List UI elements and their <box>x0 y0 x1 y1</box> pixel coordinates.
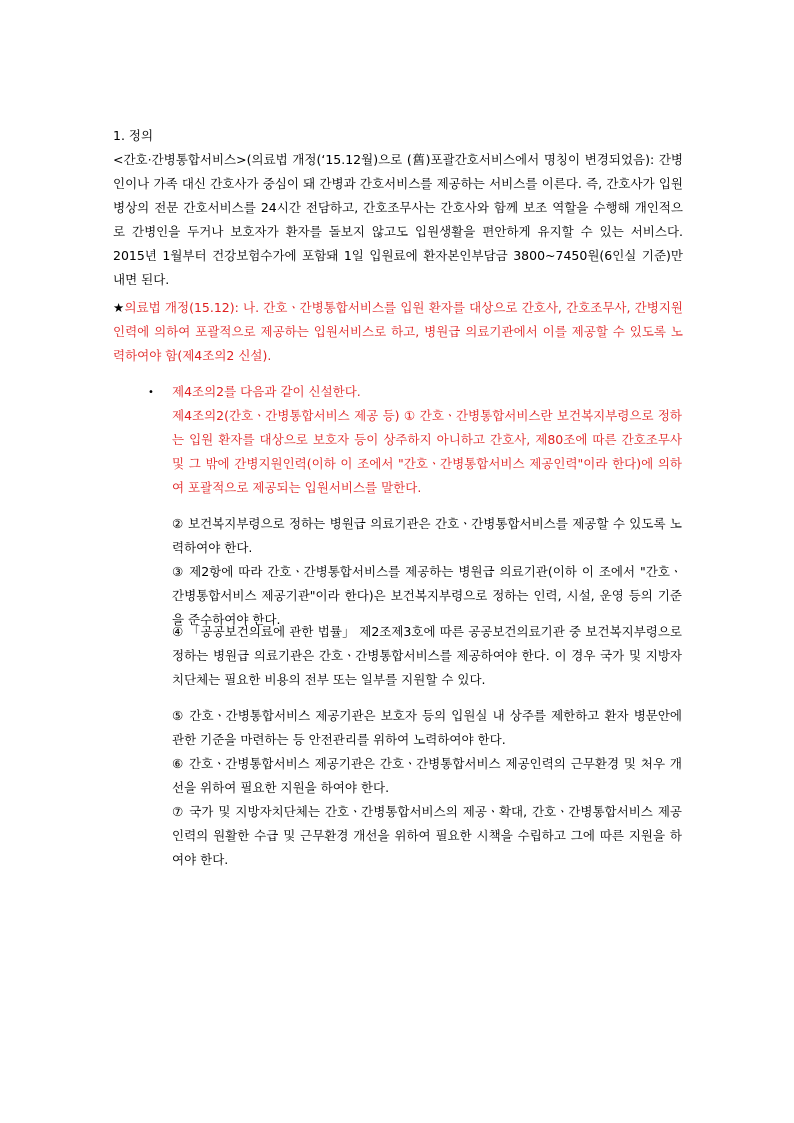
article-title: 제4조의2를 다음과 같이 신설한다. <box>172 384 361 399</box>
article-item: ⑦ 국가 및 지방자치단체는 간호ㆍ간병통합서비스의 제공ㆍ확대, 간호ㆍ간병통합서비스 제공인력의 원활한 수급 및 근무환경 개선을 위하여 필요한 시책을 수립하고 그에 따른 지원을 하여야 한다. <box>172 804 682 867</box>
article-item: ⑤ 간호ㆍ간병통합서비스 제공기관은 보호자 등의 입원실 내 상주를 제한하고 환자 병문안에 관한 기준을 마련하는 등 안전관리를 위하여 노력하여야 한다. <box>172 708 682 747</box>
article-item: ⑥ 간호ㆍ간병통합서비스 제공기관은 간호ㆍ간병통합서비스 제공인력의 근무환경 및 처우 개선을 위하여 필요한 지원을 하여야 한다. <box>172 756 682 795</box>
amendment-paragraph <box>113 296 683 368</box>
amendment-text: 의료법 개정(15.12): 나. 간호ㆍ간병통합서비스를 입원 환자를 대상으로 간호사, 간호조무사, 간병지원인력에 의하여 포괄적으로 제공하는 입원서비스로 하고, 병원급 의료기관에서 이를 제공할 수 있도록 노력하여야 함(제4조의2 신설). <box>113 300 683 363</box>
article-body: 제4조의2(간호ㆍ간병통합서비스 제공 등) ① 간호ㆍ간병통합서비스란 보건복지부령으로 정하는 입원 환자를 대상으로 보호자 등이 상주하지 아니하고 간호사, 제80조에 따른 간호조무사 및 그 밖에 간병지원인력(이하 이 조에서 "간호ㆍ간병통합서비스 제공인력"이라 한다)에 의하여 포괄적으로 제공되는 입원서비스를 말한다. <box>172 408 682 495</box>
article-item: ③ 제2항에 따라 간호ㆍ간병통합서비스를 제공하는 병원급 의료기관(이하 이 조에서 "간호ㆍ간병통합서비스 제공기관"이라 한다)은 보건복지부령으로 정하는 인력, 시설, 운영 등의 기준을 준수하여야 한다. <box>172 564 682 627</box>
star-icon: ★ <box>113 300 125 315</box>
bullet-icon: • <box>148 387 154 398</box>
article-item: ④ 「공공보건의료에 관한 법률」 제2조제3호에 따른 공공보건의료기관 중 보건복지부령으로 정하는 병원급 의료기관은 간호ㆍ간병통합서비스를 제공하여야 한다. 이 경우 국가 및 지방자치단체는 필요한 비용의 전부 또는 일부를 지원할 수 있다. <box>172 624 682 687</box>
section-heading: 1. 정의 <box>113 128 154 143</box>
definition-paragraph: <간호·간병통합서비스>(의료법 개정(‘15.12월)으로 (舊)포괄간호서비스에서 명칭이 변경되었음): 간병인이나 가족 대신 간호사가 중심이 돼 간병과 간호서비스를 제공하는 서비스를 이른다. 즉, 간호사가 입원 병상의 전문 간호서비스를 24시간 전담하고, 간호조무사는 간호사와 함께 보조 역할을 수행해 개인적으로 간병인을 두거나 보호자가 환자를 돌보지 않고도 입원생활을 편안하게 유지할 수 있는 서비스다. 2015년 1월부터 건강보험수가에 포함돼 1일 입원료에 환자본인부담금 3800~7450원(6인실 기준)만 내면 된다. <box>113 152 683 287</box>
article-item: ② 보건복지부령으로 정하는 병원급 의료기관은 간호ㆍ간병통합서비스를 제공할 수 있도록 노력하여야 한다. <box>172 516 682 555</box>
